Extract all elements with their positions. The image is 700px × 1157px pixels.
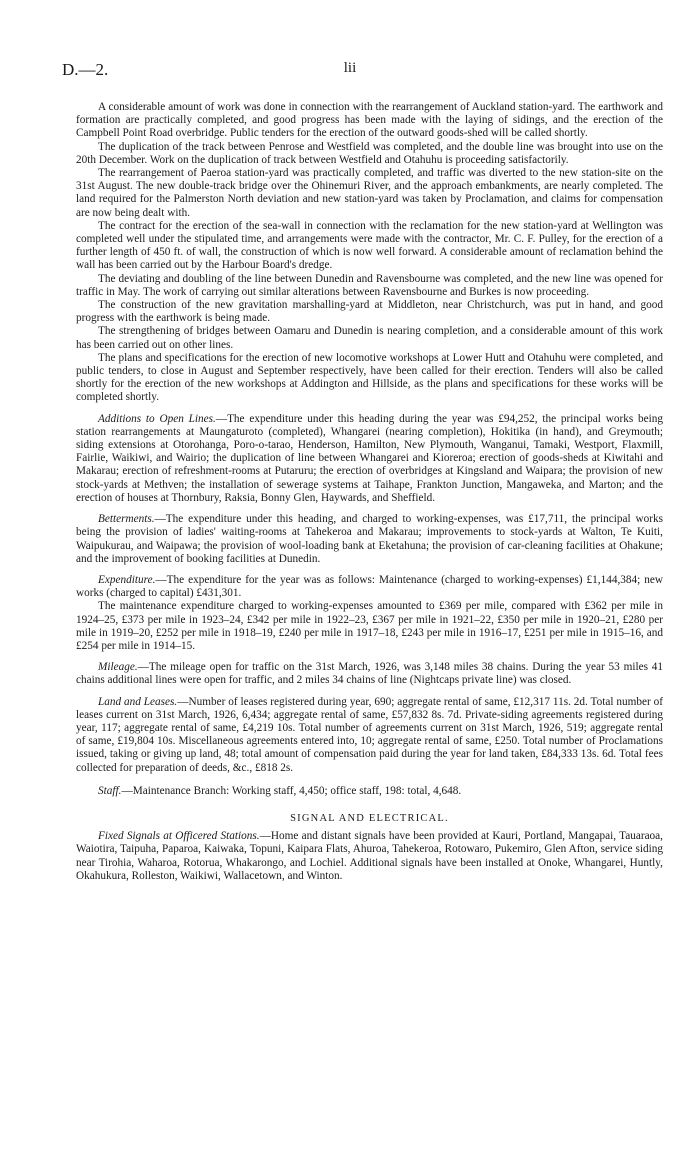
paragraph-wellington-sea-wall: The contract for the erection of the sea-wall in connection with the reclamation for the new station-yard at Wellington was completed well under the stipulated time, and arrangements were made with the contractor, Mr. C. F. Pulley, for the erection of a further length of 450 ft. of wall, the construction of which is now well forward. A considerable amount of reclamation behind the wall has been carried out by the Harbour Board's dredge. <box>76 219 663 272</box>
document-reference: D.—2. <box>62 60 109 79</box>
paragraph-auckland-yard: A considerable amount of work was done in connection with the rearrangement of Auckland station-yard. The earthwork and formation are practically completed, and good progress has been made with the laying of sidings, and the erection of the Campbell Point Road overbridge. Public tenders for the erection of the outward goods-shed will be called shortly. <box>76 101 663 140</box>
paragraph-additions-open-lines: Additions to Open Lines.—The expenditure under this heading during the year was £94,252, the principal works being station rearrangements at Maungaturoto (completed), Whangarei (nearing completion), Hokitika (in hand), and Greymouth; siding extensions at Otorohanga, Poro-o-tarao, Henderson, Hamilton, New Plymouth, Wanganui, Tamaki, Westport, Flaxmill, Fairlie, Waikiwi, and Wairio; the duplication of line between Whangarei and Kioreroa; erection of goods-sheds at Kiwitahi and Makarau; erection of refreshment-rooms at Putaruru; the erection of overbridges at Kingsland and Waipara; the provision of new stock-yards at Methven; the installation of sewerage systems at Taihape, Frankton Junction, Mangaweka, and Marton; and the erection of houses at Thornbury, Raksia, Bonny Glen, Haywards, and Sheffield. <box>76 412 663 504</box>
paragraph-middleton-yard: The construction of the new gravitation marshalling-yard at Middleton, near Christchurch, was put in hand, and good progress with the earthwork is being made. <box>76 299 663 325</box>
paragraph-mileage: Mileage.—The mileage open for traffic on the 31st March, 1926, was 3,148 miles 38 chains. During the year 53 miles 41 chains additional lines were open for traffic, and 2 miles 34 chains of line (Nightcaps private line) was closed. <box>76 661 663 687</box>
section-heading-signal-electrical: SIGNAL AND ELECTRICAL. <box>290 812 449 824</box>
paragraph-expenditure: Expenditure.—The expenditure for the year was as follows: Maintenance (charged to working-expenses) £1,144,384; new works (charged to capital) £431,301. <box>76 573 663 600</box>
document-body <box>76 101 663 883</box>
paragraph-paeroa-yard: The rearrangement of Paeroa station-yard was practically completed, and traffic was diverted to the new station-site on the 31st August. The new double-track bridge over the Ohinemuri River, and the approach embankments, are nearly completed. The land required for the Palmerston North deviation and new station-yard was taken by Proclamation, and claims for compensation are now being dealt with. <box>76 167 663 219</box>
paragraph-staff: Staff.—Maintenance Branch: Working staff, 4,450; office staff, 198: total, 4,648. <box>98 784 462 797</box>
paragraph-fixed-signals: Fixed Signals at Officered Stations.—Home and distant signals have been provided at Kauri, Portland, Mangapai, Tauaraoa, Waiotira, Taipuha, Paparoa, Kaiwaka, Topuni, Kaipara Flats, Ahuroa, Tahekeroa, Rotowaro, Pukemiro, Glen Afton, service siding near Tirohia, Waharoa, Rotorua, Whakarongo, and Lochiel. Additional signals have been installed at Onoke, Whangarei, Huntly, Okahukura, Rolleston, Waikiwi, Wallacetown, and Winton. <box>76 830 663 882</box>
paragraph-land-and-leases: Land and Leases.—Number of leases registered during year, 690; aggregate rental of same, £12,317 11s. 2d. Total number of leases current on 31st March, 1926, 6,434; aggregate rental of same, £57,832 8s. 7d. Private-siding agreements registered during year, 117; aggregate rental of same, £4,219 10s. Total number of agreements current on 31st March, 1926, 519; aggregate rental of same, £19,804 10s. Miscellaneous agreements entered into, 10; aggregate rental of same, £250. Total number of Proclamations issued, taking or giving up land, 48; total amount of compensation paid during the year for land taken, £84,333 13s. 6d. Total fees collected for preparation of deeds, &c., £818 2s. <box>76 695 664 774</box>
page-number: lii <box>343 60 357 76</box>
paragraph-dunedin-ravensbourne: The deviating and doubling of the line between Dunedin and Ravensbourne was completed, and the new line was opened for traffic in May. The work of carrying out similar alterations between Ravensbourne and Burkes is now proceeding. <box>76 272 663 298</box>
paragraph-penrose-westfield: The duplication of the track between Penrose and Westfield was completed, and the double line was brought into use on the 20th December. Work on the duplication of track between Westfield and Otahuhu is proceeding satisfactorily. <box>76 140 663 166</box>
paragraph-locomotive-workshops: The plans and specifications for the erection of new locomotive workshops at Lower Hutt and Otahuhu were completed, and public tenders, to close in August and September respectively, have been called for their erection. Tenders will also be called shortly for the erection of the new workshops at Addington and Hillside, as the plans and specifications for these works will be completed shortly. <box>76 351 663 404</box>
paragraph-betterments: Betterments.—The expenditure under this heading, and charged to working-expenses, was £17,711, the principal works being the provision of ladies' waiting-rooms at Tahekeroa and Makarau; improvements to stock-yards at Walton, Te Kuiti, Waipukurau, and Waipawa; the provision of wool-loading bank at Eketahuna; the provision of car-cleaning facilities at Ohakune; and the improvement of booking facilities at Dunedin. <box>76 513 663 565</box>
paragraph-maintenance-expenditure: The maintenance expenditure charged to working-expenses amounted to £369 per mile, compared with £362 per mile in 1924–25, £373 per mile in 1923–24, £342 per mile in 1922–23, £367 per mile in 1921–22, £350 per mile in 1920–21, £280 per mile in 1919–20, £252 per mile in 1918–19, £240 per mile in 1917–18, £243 per mile in 1916–17, £251 per mile in 1915–16, and £254 per mile in 1914–15. <box>76 600 663 652</box>
paragraph-bridge-strengthening: The strengthening of bridges between Oamaru and Dunedin is nearing completion, and a considerable amount of this work has been carried out on other lines. <box>76 325 663 351</box>
